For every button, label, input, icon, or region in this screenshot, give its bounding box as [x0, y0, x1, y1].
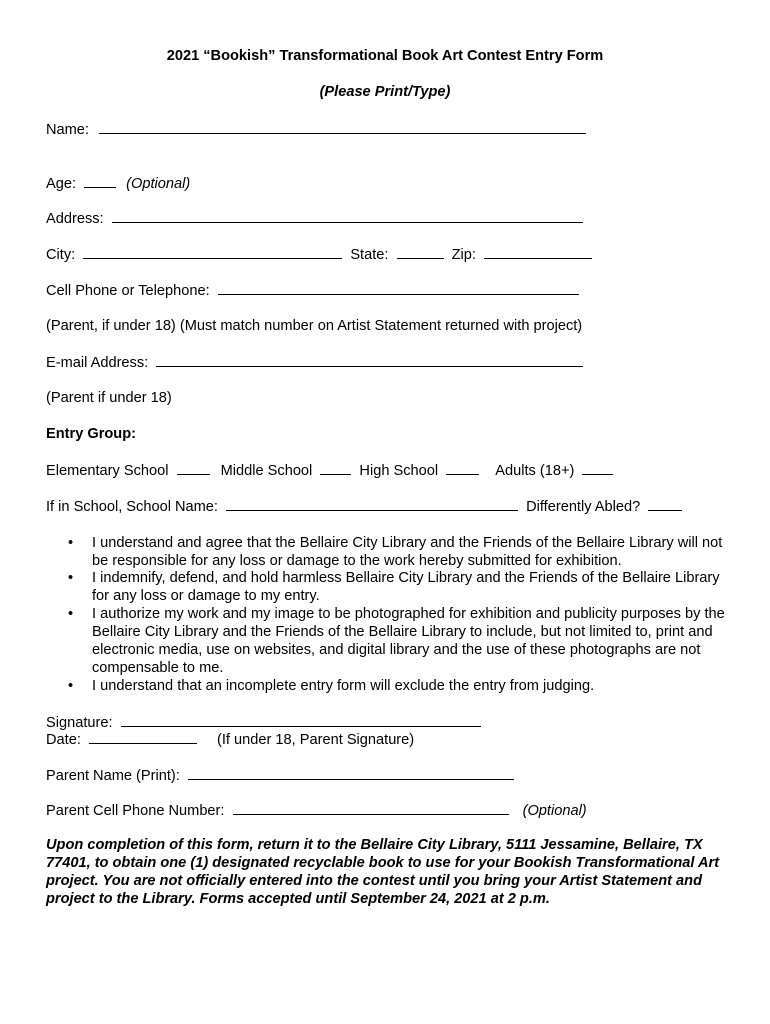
address-field[interactable] — [112, 209, 583, 223]
adults-field[interactable] — [582, 461, 613, 475]
parent-phone-label: Parent Cell Phone Number: — [46, 803, 225, 819]
bullet-item: I understand that an incomplete entry form will exclude the entry from judging. — [92, 678, 595, 694]
parent-signature-note: (If under 18, Parent Signature) — [217, 732, 415, 748]
city-field[interactable] — [83, 245, 342, 259]
parent-phone-field[interactable] — [233, 801, 509, 815]
parent-name-row — [46, 766, 514, 785]
middle-label: Middle School — [220, 463, 313, 479]
differently-abled-label: Differently Abled? — [526, 499, 641, 515]
phone-label: Cell Phone or Telephone: — [46, 283, 210, 299]
elementary-field[interactable] — [177, 461, 210, 475]
email-field[interactable] — [156, 353, 583, 367]
form-title: 2021 “Bookish” Transformational Book Art Contest Entry Form — [166, 48, 604, 64]
entry-group-heading: Entry Group: — [46, 426, 136, 442]
parent-phone-optional-note: (Optional) — [522, 803, 587, 819]
bullet-item: I authorize my work and my image to be photographed for exhibition and publicity purposes by the Bellaire City Library and the Friends of the Bellaire Library to include, but not limited to, print and electronic media, use on websites, and digital library and the use of these photographs are not compensable to me. — [92, 606, 725, 676]
state-label: State: — [350, 247, 389, 263]
bullet-marker: • — [68, 535, 74, 551]
school-row — [46, 497, 682, 516]
date-field[interactable] — [89, 730, 197, 744]
age-field[interactable] — [84, 174, 116, 188]
address-label: Address: — [46, 211, 104, 227]
form-subtitle: (Please Print/Type) — [319, 84, 451, 100]
name-row — [46, 120, 586, 139]
parent-phone-row — [46, 801, 587, 820]
name-label: Name: — [46, 122, 89, 138]
address-row — [46, 209, 583, 228]
middle-field[interactable] — [320, 461, 351, 475]
name-field[interactable] — [99, 120, 586, 134]
signature-field[interactable] — [121, 713, 481, 727]
high-label: High School — [359, 463, 439, 479]
bullet-item: I understand and agree that the Bellaire City Library and the Friends of the Bellaire Library will not be responsible for any loss or damage to the work hereby submitted for exhibition. — [92, 535, 723, 569]
entry-group-row — [46, 461, 613, 480]
age-row — [46, 174, 190, 193]
email-note: (Parent if under 18) — [46, 390, 172, 406]
phone-field[interactable] — [218, 281, 579, 295]
phone-note: (Parent, if under 18) (Must match number on Artist Statement returned with project) — [46, 318, 583, 334]
high-field[interactable] — [446, 461, 479, 475]
parent-name-label: Parent Name (Print): — [46, 768, 180, 784]
state-field[interactable] — [397, 245, 444, 259]
date-label: Date: — [46, 732, 81, 748]
phone-row — [46, 281, 579, 300]
age-optional-note: (Optional) — [126, 176, 191, 192]
school-name-label: If in School, School Name: — [46, 499, 218, 515]
zip-field[interactable] — [484, 245, 592, 259]
age-label: Age: — [46, 176, 77, 192]
signature-label: Signature: — [46, 715, 113, 731]
email-label: E-mail Address: — [46, 355, 149, 371]
city-label: City: — [46, 247, 76, 263]
differently-abled-field[interactable] — [648, 497, 682, 511]
adults-label: Adults (18+) — [495, 463, 575, 479]
school-name-field[interactable] — [226, 497, 518, 511]
bullet-marker: • — [68, 678, 74, 694]
bullet-marker: • — [68, 570, 74, 586]
closing-instructions: Upon completion of this form, return it to the Bellaire City Library, 5111 Jessamine, Bellaire, TX 77401, to obtain one (1) designated recyclable book to use for your Bookish Transformational Art project. You are not officially entered into the contest until you bring your Artist Statement and project to the Library. Forms accepted until September 24, 2021 at 2 p.m. — [46, 837, 720, 907]
email-row — [46, 353, 583, 372]
bullet-marker: • — [68, 606, 74, 622]
bullet-item: I indemnify, defend, and hold harmless Bellaire City Library and the Friends of the Bellaire Library for any loss or damage to my entry. — [92, 570, 720, 604]
zip-label: Zip: — [451, 247, 476, 263]
parent-name-field[interactable] — [188, 766, 514, 780]
elementary-label: Elementary School — [46, 463, 169, 479]
city-state-zip-row — [46, 245, 592, 264]
date-row — [46, 730, 414, 749]
